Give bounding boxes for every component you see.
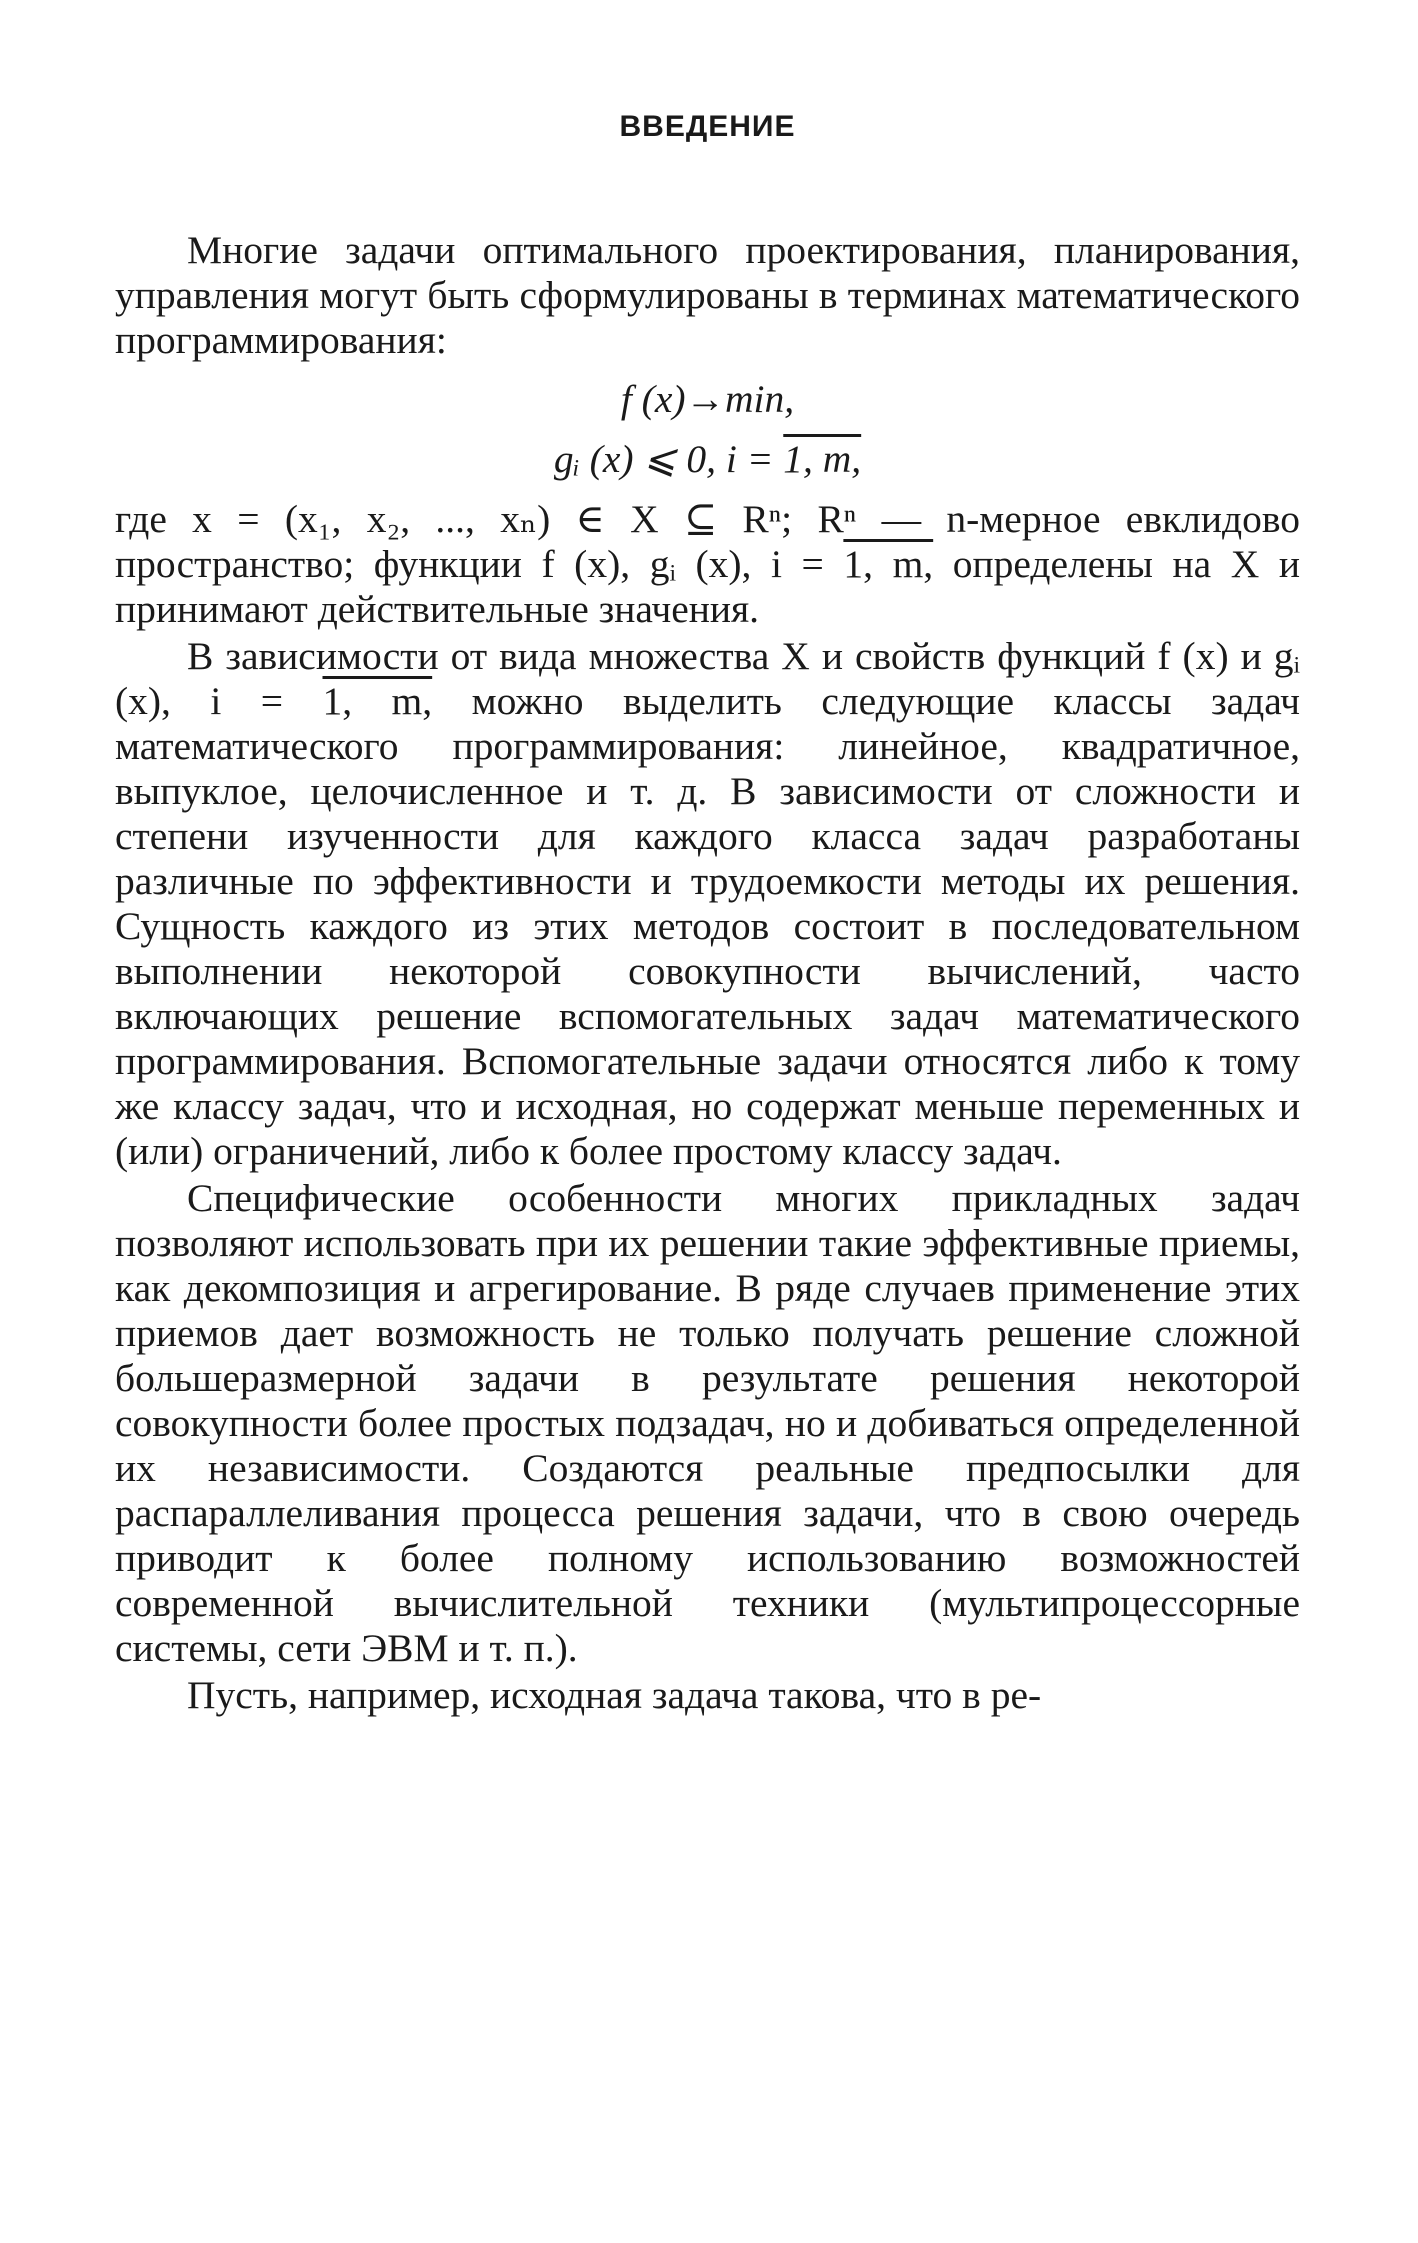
- definition-text-1: где x = (x₁, x₂, ..., xₙ) ∈ X ⊆ Rⁿ; Rⁿ — n-мерное евклидово пространство; функции f (x), gᵢ (x), i =: [115, 497, 1300, 586]
- example-paragraph: Пусть, например, исходная задача такова, что в ре-: [187, 1673, 1042, 1717]
- definition-range: 1, m,: [843, 542, 934, 586]
- classes-text-1: В зависимости от вида множества X и свойств функций f (x) и gᵢ (x), i =: [115, 634, 1300, 723]
- constraint-formula-main: gᵢ (x) ⩽ 0, i =: [553, 437, 784, 481]
- classes-range: 1, m,: [322, 679, 433, 723]
- classes-paragraph: [115, 634, 1300, 1174]
- objective-formula: f (x)→min,: [620, 377, 795, 421]
- constraint-formula: [115, 429, 1300, 489]
- definition-paragraph: [115, 497, 1300, 632]
- body-text: [115, 228, 1300, 1718]
- classes-text-2: можно выделить следующие классы задач математического программирования: линейное, квадратичное, выпуклое, целочисленное и т. д. В зависимости от сложности и степени изученности для каждого класса задач разработаны различные по эффективности и трудоемкости методы их решения. Сущность каждого из этих методов состоит в последовательном выполнении некоторой совокупности вычислений, часто включающих решение вспомогательных задач математического программирования. Вспомогательные задачи относятся либо к тому же классу задач, что и исходная, но содержат меньше переменных и (или) ограничений, либо к более простому классу задач.: [115, 679, 1301, 1173]
- intro-paragraph: Многие задачи оптимального проектирования, планирования, управления могут быть сформулированы в терминах математического программирования:: [115, 228, 1300, 362]
- decomposition-paragraph: Специфические особенности многих прикладных задач позволяют использовать при их решении такие эффективные приемы, как декомпозиция и агрегирование. В ряде случаев применение этих приемов дает возможность не только получать решение сложной большеразмерной задачи в результате решения некоторой совокупности более простых подзадач, но и добиваться определенной их независимости. Создаются реальные предпосылки для распараллеливания процесса решения задачи, что в свою очередь приводит к более полному использованию возможностей современной вычислительной техники (мультипроцессорные системы, сети ЭВМ и т. п.).: [115, 1176, 1300, 1670]
- definition-text-2: определены на X и принимают действительные значения.: [115, 542, 1300, 631]
- constraint-formula-range: 1, m,: [783, 437, 862, 481]
- section-heading: ВВЕДЕНИЕ: [619, 110, 796, 143]
